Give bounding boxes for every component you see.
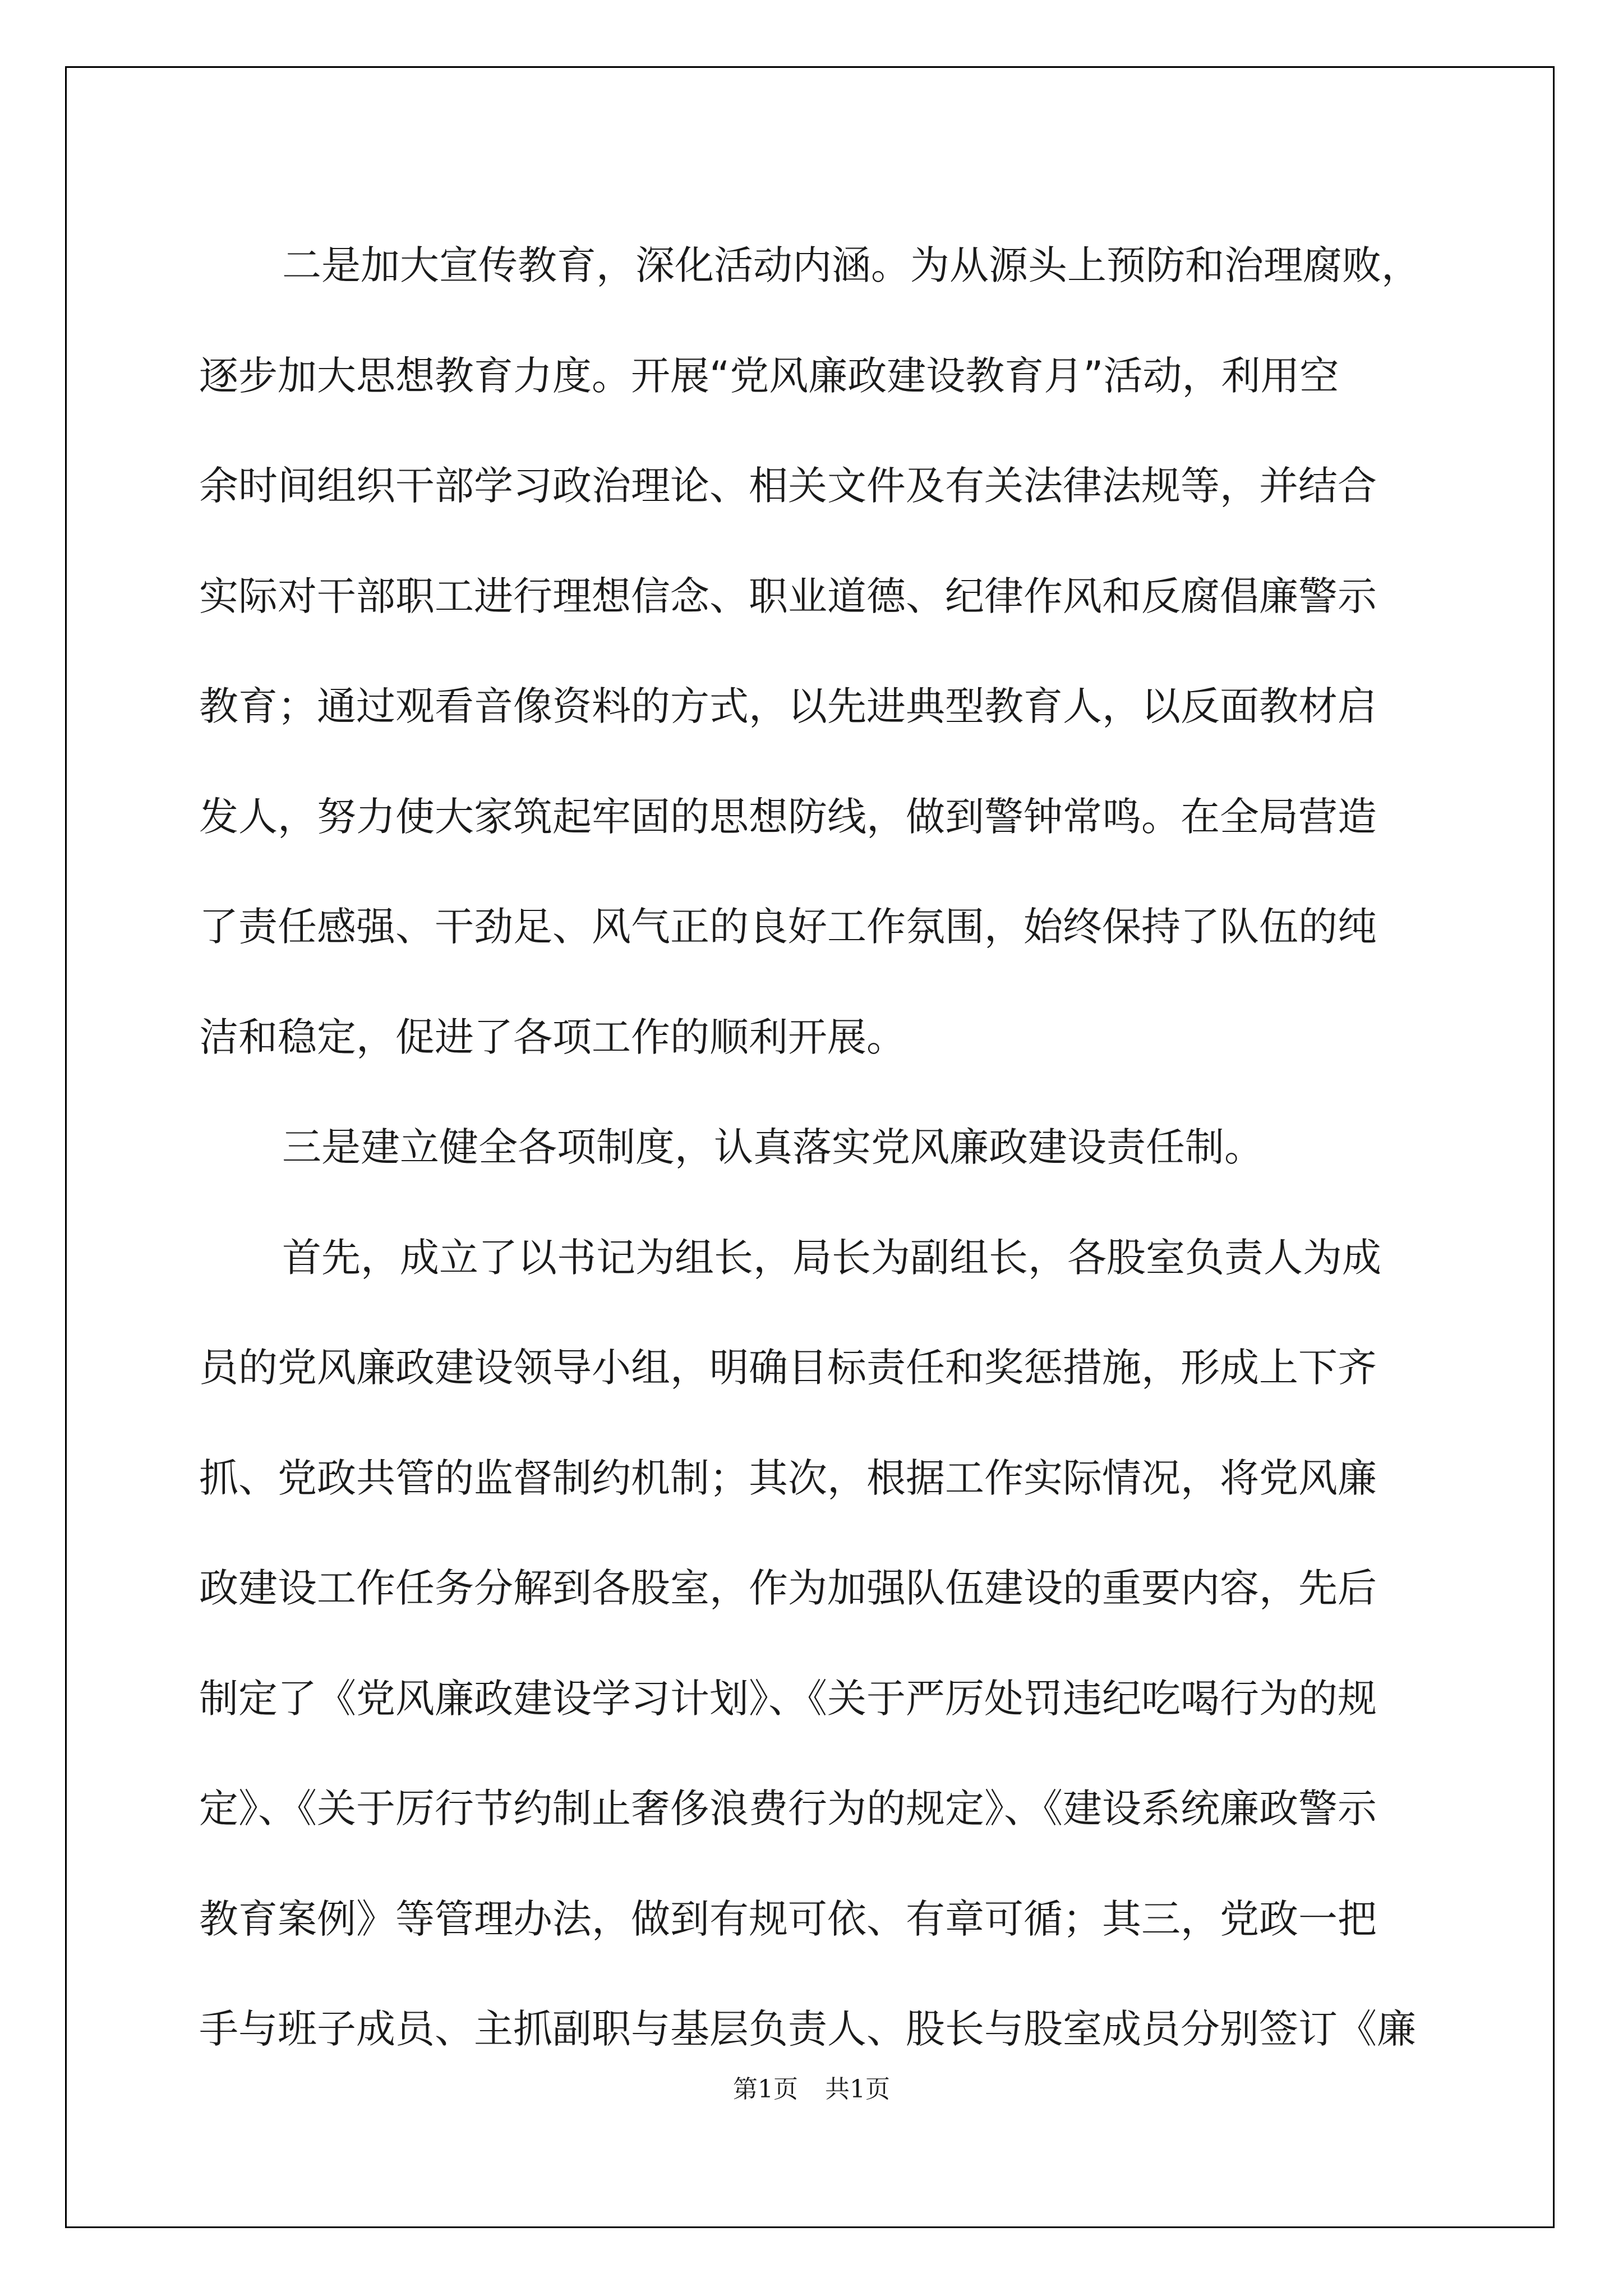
text-line: 教育；通过观看音像资料的方式，以先进典型教育人，以反面教材启 (199, 683, 1377, 729)
text-line: 逐步加大思想教育力度。开展“党风廉政建设教育月”活动，利用空 (199, 352, 1339, 399)
text-line: 余时间组织干部学习政治理论、相关文件及有关法律法规等，并结合 (199, 463, 1377, 509)
text-line: 三是建立健全各项制度，认真落实党风廉政建设责任制。 (282, 1124, 1264, 1170)
document-body (199, 210, 1433, 2085)
text-line: 发人，努力使大家筑起牢固的思想防线，做到警钟常鸣。在全局营造 (199, 793, 1377, 840)
text-line: 员的党风廉政建设领导小组，明确目标责任和奖惩措施，形成上下齐 (199, 1345, 1377, 1391)
text-line: 政建设工作任务分解到各股室，作为加强队伍建设的重要内容，先后 (199, 1565, 1377, 1611)
text-line: 实际对干部职工进行理想信念、职业道德、纪律作风和反腐倡廉警示 (199, 573, 1377, 619)
text-line: 首先，成立了以书记为组长，局长为副组长，各股室负责人为成 (282, 1234, 1381, 1281)
text-line: 了责任感强、干劲足、风气正的良好工作氛围，始终保持了队伍的纯 (199, 904, 1377, 950)
page-total: 共1页 (825, 2075, 890, 2104)
text-line: 手与班子成员、主抓副职与基层负责人、股长与股室成员分别签订《廉 (199, 2006, 1416, 2052)
text-line: 制定了《党风廉政建设学习计划》、《关于严厉处罚违纪吃喝行为的规 (199, 1675, 1377, 1722)
text-line: 二是加大宣传教育，深化活动内涵。为从源头上预防和治理腐败， (282, 242, 1421, 288)
text-line: 抓、党政共管的监督制约机制；其次，根据工作实际情况，将党风廉 (199, 1455, 1377, 1501)
text-line: 教育案例》等管理办法，做到有规可依、有章可循；其三，党政一把 (199, 1895, 1377, 1942)
text-line: 定》、《关于厉行节约制止奢侈浪费行为的规定》、《建设系统廉政警示 (199, 1786, 1377, 1832)
page-footer (0, 2073, 1623, 2106)
text-line: 洁和稳定，促进了各项工作的顺利开展。 (199, 1014, 906, 1060)
page-number: 第1页 (733, 2075, 798, 2104)
